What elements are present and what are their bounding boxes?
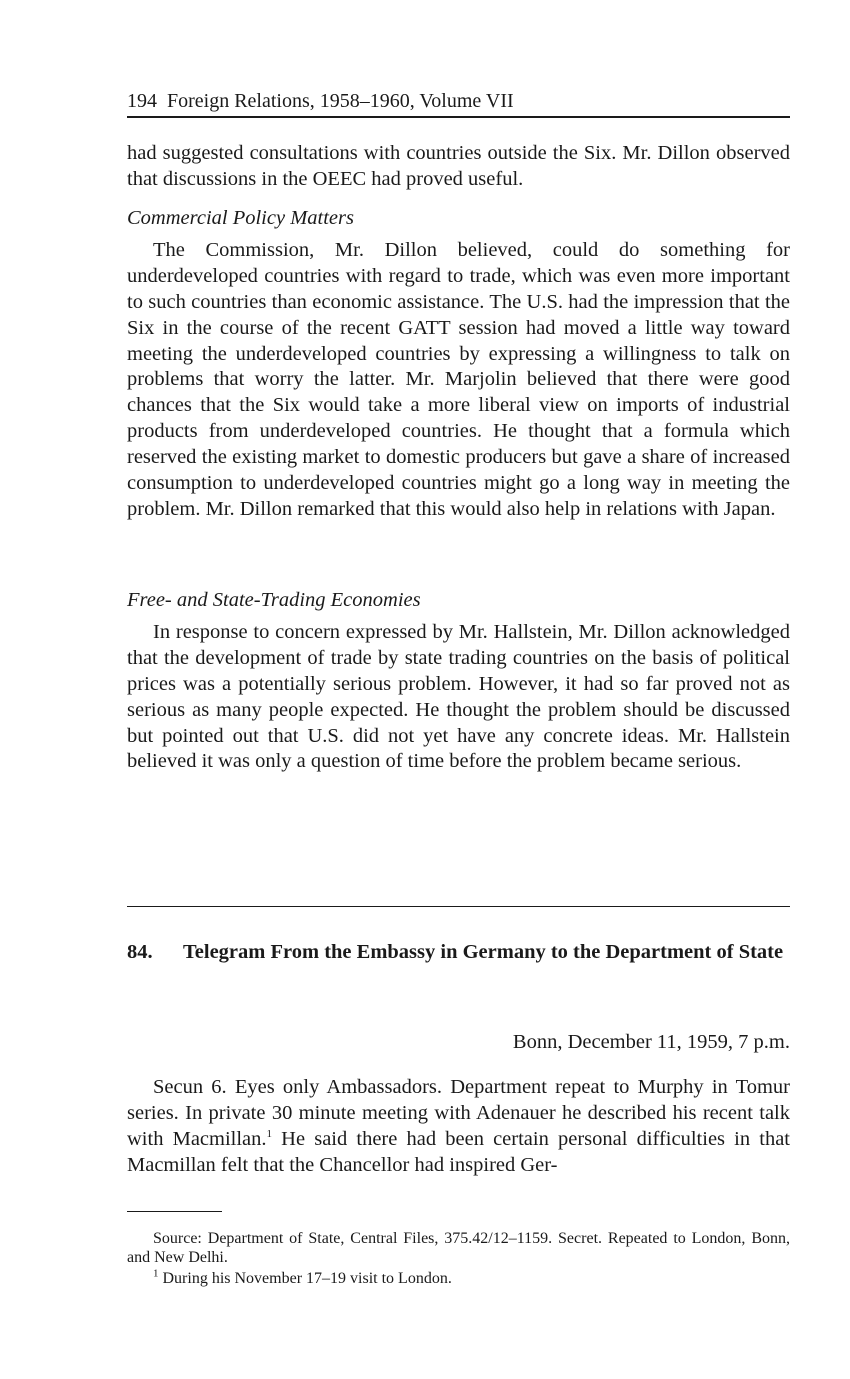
footnote-1 <box>127 1269 790 1288</box>
footnote-text: During his November 17–19 visit to London. <box>162 1270 452 1287</box>
document-divider <box>127 906 790 907</box>
source-note: Source: Department of State, Central Files, 375.42/12–1159. Secret. Repeated to London, Bonn, and New Delhi. <box>127 1230 790 1266</box>
body-text: He said there had been certain personal difficulties in that Macmillan felt that the Chancellor had inspired Ger- <box>127 1127 790 1176</box>
running-header <box>127 88 790 118</box>
page-number: 194 <box>127 90 157 112</box>
dateline: Bonn, December 11, 1959, 7 p.m. <box>512 1031 790 1053</box>
footnotes <box>127 1229 790 1288</box>
section-heading: Free- and State-Trading Economies <box>127 589 421 611</box>
document-heading <box>127 940 790 965</box>
continuation-paragraph: had suggested consultations with countries outside the Six. Mr. Dillon observed that discussions in the OEEC had proved useful. <box>127 142 790 190</box>
continuation-block <box>127 141 790 193</box>
section-body: In response to concern expressed by Mr. Hallstein, Mr. Dillon acknowledged that the development of trade by state trading countries on the basis of political prices was a potentially serious problem. However, it had so far proved not as serious as many people expected. He thought the problem should be discussed but pointed out that U.S. did not yet have any concrete ideas. Mr. Hallstein believed it was only a question of time before the problem became serious. <box>127 620 790 773</box>
document-body <box>127 1075 790 1179</box>
document-number: 84. <box>127 941 153 963</box>
section-heading: Commercial Policy Matters <box>127 207 354 229</box>
footnote-rule <box>127 1211 222 1212</box>
body-text: Secun 6. Eyes only Ambassadors. Department repeat to Murphy in Tomur series. In private 30 minute meeting with Adenauer he described his recent talk with Macmillan. <box>127 1076 790 1150</box>
document-title: Telegram From the Embassy in Germany to the Department of State <box>183 941 784 963</box>
footnote-marker: 1 <box>266 1127 273 1140</box>
running-title: Foreign Relations, 1958–1960, Volume VII <box>167 90 514 112</box>
section-body: The Commission, Mr. Dillon believed, could do something for underdeveloped countries with regard to trade, which was even more important to such countries than economic assistance. The U.S. had the impression that the Six in the course of the recent GATT session had moved a little way toward meeting the underdeveloped countries by expressing a willingness to talk on problems that worry the latter. Mr. Marjolin believed that there were good chances that the Six would take a more liberal view on imports of industrial products from underdeveloped countries. He thought that a formula which reserved the existing market to domestic producers but gave a share of increased consumption to underdeveloped countries might go a long way in meeting the problem. Mr. Dillon remarked that this would also help in relations with Japan. <box>127 238 790 520</box>
section-free-state-trading <box>127 588 790 775</box>
document-paragraph <box>127 1075 790 1179</box>
footnote-marker: 1 <box>153 1267 159 1280</box>
section-commercial-policy <box>127 206 790 523</box>
